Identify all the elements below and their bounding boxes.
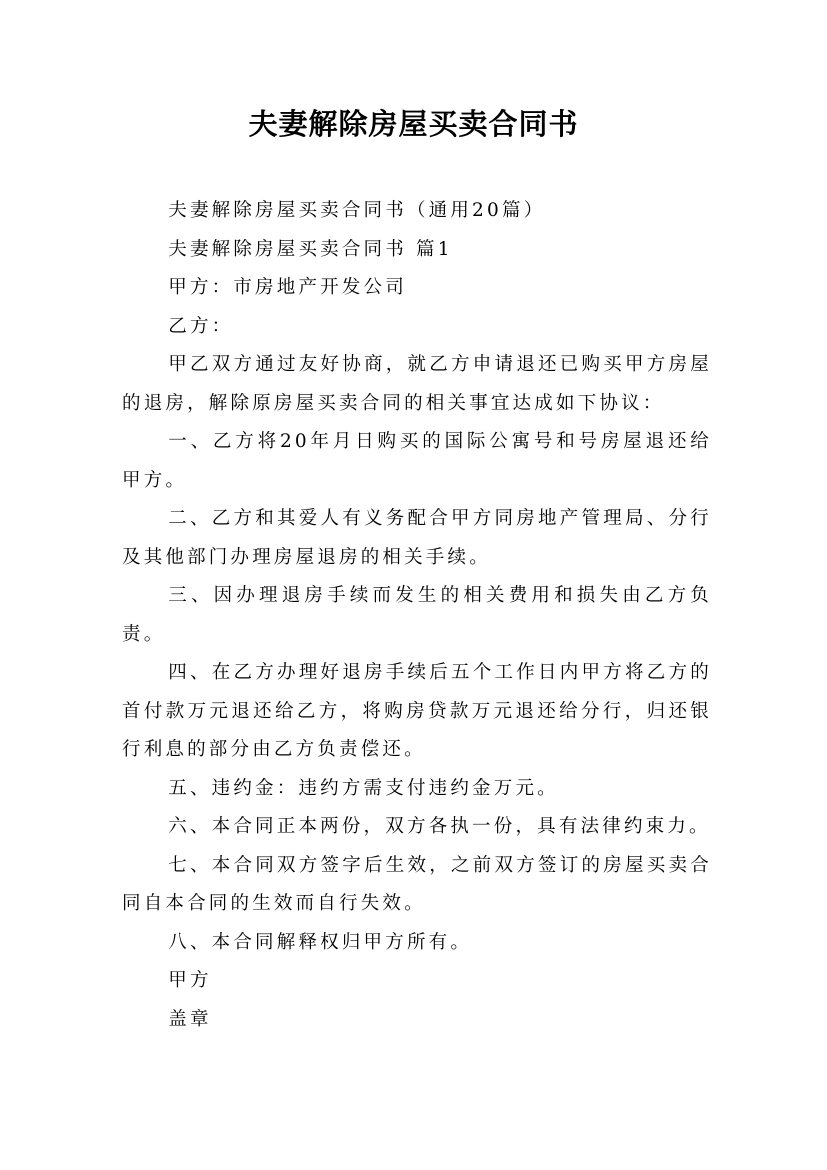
document-title: 夫妻解除房屋买卖合同书 [248,107,579,141]
paragraph-clause-3: 三、因办理退房手续而发生的相关费用和损失由乙方负责。 [122,585,712,645]
paragraph-clause-6: 六、本合同正本两份，双方各执一份，具有法律约束力。 [168,816,711,837]
document-body [122,192,712,1039]
paragraph-signature-party-a: 甲方 [168,970,212,991]
paragraph-clause-1: 一、乙方将20年月日购买的国际公寓号和号房屋退还给甲方。 [122,431,712,491]
paragraph-party-a: 甲方：市房地产开发公司 [168,277,407,298]
paragraph-section-title: 夫妻解除房屋买卖合同书 篇1 [168,238,453,260]
paragraph-clause-2: 二、乙方和其爱人有义务配合甲方同房地产管理局、分行及其他部门办理房屋退房的相关手续。 [122,508,712,568]
paragraph-preamble: 甲乙双方通过友好协商，就乙方申请退还已购买甲方房屋的退房，解除原房屋买卖合同的相关事宜达成如下协议： [122,354,712,414]
paragraph-heading: 夫妻解除房屋买卖合同书（通用20篇） [168,200,546,221]
paragraph-clause-4: 四、在乙方办理好退房手续后五个工作日内甲方将乙方的首付款万元退还给乙方，将购房贷款万元退还给分行，归还银行利息的部分由乙方负责偿还。 [122,662,712,760]
paragraph-seal: 盖章 [168,1008,212,1030]
paragraph-clause-5: 五、违约金：违约方需支付违约金万元。 [168,777,559,799]
paragraph-party-b: 乙方： [168,315,234,337]
paragraph-clause-7: 七、本合同双方签字后生效，之前双方签订的房屋买卖合同自本合同的生效而自行失效。 [122,854,712,914]
paragraph-clause-8: 八、本合同解释权归甲方所有。 [168,931,473,953]
